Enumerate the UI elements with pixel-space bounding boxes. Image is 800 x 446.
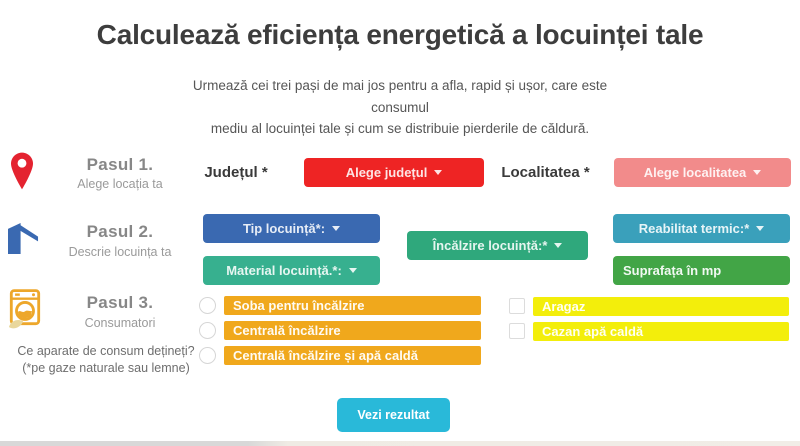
judet-label: Județul *	[204, 164, 268, 181]
judet-dropdown-button[interactable]	[304, 158, 484, 187]
consum-note-line-1: Ce aparate de consum dețineți?	[17, 344, 195, 358]
option-centrala-incalzire[interactable]: Centrală încălzire	[224, 321, 481, 340]
consum-note-line-2: (*pe gaze naturale sau lemne)	[22, 361, 190, 375]
step3-subtitle: Consumatori	[84, 316, 156, 330]
tip-locuinta-dropdown-label: Tip locuință*:	[242, 221, 326, 236]
vezi-rezultat-button[interactable]: Vezi rezultat	[337, 398, 450, 432]
localitate-label: Localitatea *	[501, 164, 590, 181]
page-subtitle	[170, 75, 630, 140]
radio-soba-incalzire[interactable]	[199, 297, 216, 314]
step2-title: Pasul 2.	[86, 222, 154, 241]
localitate-dropdown-label: Alege localitatea	[643, 165, 747, 180]
location-pin-icon	[11, 151, 33, 191]
house-icon	[8, 222, 39, 255]
footer-divider	[0, 441, 800, 446]
localitate-dropdown-button[interactable]	[614, 158, 791, 187]
subtitle-line-2: mediu al locuinței tale și cum se distribuie pierderile de căldură.	[210, 121, 590, 136]
chevron-down-icon	[756, 226, 764, 231]
reabilitat-termic-dropdown-label: Reabilitat termic:*	[638, 221, 750, 236]
reabilitat-termic-dropdown-button[interactable]	[613, 214, 790, 243]
chevron-down-icon	[554, 243, 562, 248]
checkbox-aragaz[interactable]	[509, 298, 525, 314]
suprafata-input[interactable]	[613, 256, 790, 285]
chevron-down-icon	[349, 268, 357, 273]
step1-subtitle: Alege locația ta	[77, 177, 163, 191]
page-title: Calculează eficiența energetică a locuinței tale	[96, 19, 704, 50]
checkbox-cazan-apa-calda[interactable]	[509, 323, 525, 339]
washing-machine-icon	[8, 289, 42, 331]
step2-subtitle: Descrie locuința ta	[68, 245, 172, 259]
chevron-down-icon	[434, 170, 442, 175]
material-locuinta-dropdown-button[interactable]	[203, 256, 380, 285]
chevron-down-icon	[753, 170, 761, 175]
step3-title: Pasul 3.	[86, 293, 154, 312]
chevron-down-icon	[332, 226, 340, 231]
option-centrala-incalzire-apa-calda[interactable]: Centrală încălzire și apă caldă	[224, 346, 481, 365]
option-soba-incalzire[interactable]: Soba pentru încălzire	[224, 296, 481, 315]
incalzire-locuinta-dropdown-label: Încălzire locuință:*	[432, 238, 548, 253]
tip-locuinta-dropdown-button[interactable]	[203, 214, 380, 243]
subtitle-line-1: Urmează cei trei pași de mai jos pentru a afla, rapid și ușor, care este consumul	[192, 78, 608, 115]
step1-title: Pasul 1.	[86, 155, 154, 174]
judet-dropdown-label: Alege județul	[345, 165, 428, 180]
material-locuinta-dropdown-label: Material locuință.*:	[226, 263, 342, 278]
option-cazan-apa-calda[interactable]: Cazan apă caldă	[533, 322, 789, 341]
radio-centrala-incalzire-apa-calda[interactable]	[199, 347, 216, 364]
option-aragaz[interactable]: Aragaz	[533, 297, 789, 316]
radio-centrala-incalzire[interactable]	[199, 322, 216, 339]
incalzire-locuinta-dropdown-button[interactable]	[407, 231, 588, 260]
